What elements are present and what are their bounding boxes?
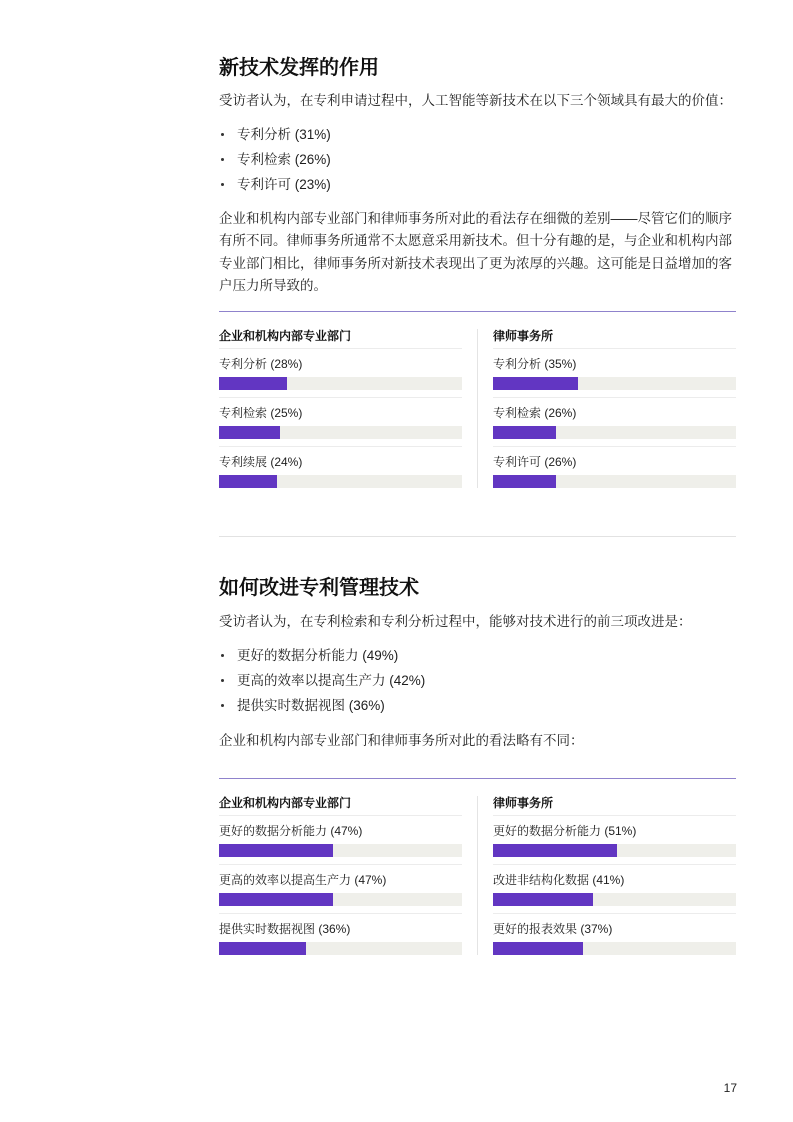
bar-item [493,397,736,446]
section-note: 企业和机构内部专业部门和律师事务所对此的看法存在细微的差别——尽管它们的顺序有所不同。律师事务所通常不太愿意采用新技术。但十分有趣的是，与企业和机构内部专业部门相比，律师事务所对新技术表现出了更为浓厚的兴趣。这可能是日益增加的客户压力所导致的。 [219,211,732,294]
bar-item [493,446,736,495]
bar-item [219,815,462,864]
bar-label: 改进非结构化数据 (41%) [493,873,625,887]
section-heading: 新技术发挥的作用 [219,57,379,79]
bar-item [219,913,462,962]
finding-item [219,122,738,147]
comparison-column-corporate [219,324,462,495]
column-title: 企业和机构内部专业部门 [219,329,352,343]
finding-text: 专利分析 (31%) [237,127,331,142]
finding-text: 专利检索 (26%) [237,152,331,167]
section-note: 企业和机构内部专业部门和律师事务所对此的看法略有不同： [219,733,584,748]
bar-fill [219,377,287,390]
finding-item [219,172,738,197]
bar-label: 专利分析 (28%) [219,357,303,371]
comparison-column-law-firms [493,791,736,962]
section-intro: 受访者认为，在专利申请过程中，人工智能等新技术在以下三个领域具有最大的价值： [219,93,732,108]
bar-item [493,815,736,864]
bullet-icon [221,704,224,707]
bar-fill [493,942,583,955]
bar-item [219,446,462,495]
bar-track [219,893,462,906]
column-title: 律师事务所 [493,796,554,810]
bar-track [219,475,462,488]
bar-track [493,377,736,390]
bar-item [493,348,736,397]
comparison-column-law-firms [493,324,736,495]
bar-track [219,377,462,390]
bar-fill [219,844,333,857]
bar-item [219,397,462,446]
findings-list [219,643,738,718]
section-divider [219,536,736,537]
page-number: 17 [723,1081,737,1095]
bar-track [493,942,736,955]
comparison-column-corporate [219,791,462,962]
section-heading: 如何改进专利管理技术 [219,577,419,599]
bar-track [219,426,462,439]
bullet-icon [221,679,224,682]
bar-fill [493,475,556,488]
column-title: 企业和机构内部专业部门 [219,796,352,810]
bar-item [219,348,462,397]
findings-list [219,122,738,197]
bar-fill [493,844,617,857]
bar-label: 更好的数据分析能力 (51%) [493,824,637,838]
bar-label: 提供实时数据视图 (36%) [219,922,351,936]
comparison-chart [219,324,736,495]
bullet-icon [221,158,224,161]
bar-fill [493,377,578,390]
column-divider [477,329,478,488]
finding-text: 更好的数据分析能力 (49%) [237,648,399,663]
finding-text: 更高的效率以提高生产力 (42%) [237,673,426,688]
comparison-chart [219,791,736,962]
finding-text: 专利许可 (23%) [237,177,331,192]
column-divider [477,796,478,955]
bar-track [493,475,736,488]
bar-item [219,864,462,913]
bar-fill [493,893,593,906]
bar-fill [219,942,306,955]
bar-label: 专利许可 (26%) [493,455,577,469]
bullet-icon [221,654,224,657]
finding-item [219,668,738,693]
bar-item [493,864,736,913]
finding-text: 提供实时数据视图 (36%) [237,698,385,713]
finding-item [219,693,738,718]
bar-track [493,426,736,439]
bar-label: 更好的数据分析能力 (47%) [219,824,363,838]
bar-track [493,844,736,857]
bar-fill [219,475,277,488]
bar-fill [493,426,556,439]
bullet-icon [221,133,224,136]
bar-label: 更好的报表效果 (37%) [493,922,613,936]
finding-item [219,643,738,668]
bar-item [493,913,736,962]
bar-label: 更高的效率以提高生产力 (47%) [219,873,387,887]
accent-divider [219,778,736,779]
bullet-icon [221,183,224,186]
bar-track [219,844,462,857]
section-intro: 受访者认为，在专利检索和专利分析过程中，能够对技术进行的前三项改进是： [219,614,692,629]
finding-item [219,147,738,172]
bar-label: 专利分析 (35%) [493,357,577,371]
bar-label: 专利检索 (25%) [219,406,303,420]
bar-fill [219,426,280,439]
bar-track [219,942,462,955]
bar-track [493,893,736,906]
bar-label: 专利续展 (24%) [219,455,303,469]
bar-fill [219,893,333,906]
accent-divider [219,311,736,312]
column-title: 律师事务所 [493,329,554,343]
bar-label: 专利检索 (26%) [493,406,577,420]
